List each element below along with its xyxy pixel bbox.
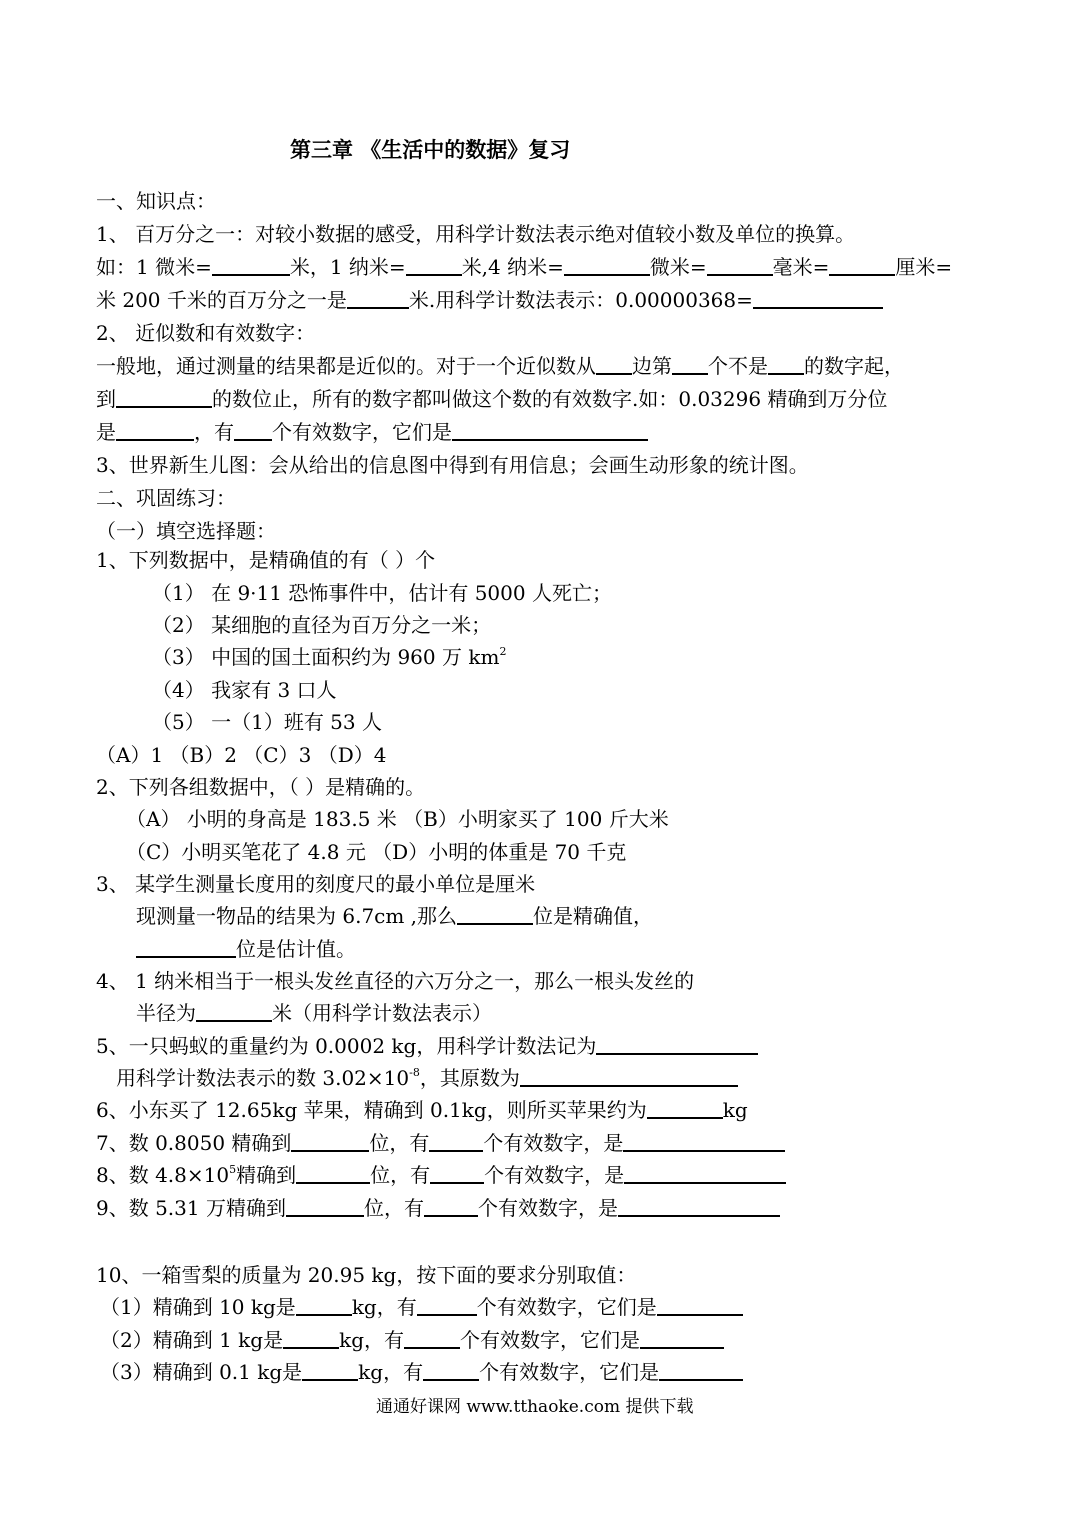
question-1-item: （2） 某细胞的直径为百万分之一米； <box>152 613 492 637</box>
section-heading: 二、巩固练习： <box>96 486 236 510</box>
answer-blank[interactable] <box>291 1130 369 1152</box>
knowledge-example-line-1: 如：1 微米= 米，1 纳米= 米,4 纳米= 微米= 毫米= 厘米= <box>96 255 953 279</box>
answer-blank[interactable] <box>457 903 533 925</box>
question-10-item: （1）精确到 10 kg是 kg，有 个有效数字，它们是 <box>100 1294 743 1320</box>
question-8: 8、数 $4.8\times 10^5$精确到 位，有 个有效数字，是 <box>96 1162 786 1188</box>
answer-blank[interactable] <box>753 287 883 309</box>
knowledge-text-line-3: 是 ，有 个有效数字，它们是 <box>96 419 648 445</box>
question-1: 1、下列数据中，是精确值的有（ ）个 <box>96 548 436 572</box>
answer-blank[interactable] <box>623 1130 785 1152</box>
answer-blank[interactable] <box>196 1000 272 1022</box>
knowledge-text-line-1: 一般地，通过测量的结果都是近似的。对于一个近似数从 边第 个不是 的数字起， <box>96 354 904 378</box>
answer-blank[interactable] <box>829 254 895 276</box>
question-2-options: （C）小明买笔花了 4.8 元 （D）小明的体重是 70 千克 <box>126 840 627 864</box>
answer-blank[interactable] <box>768 353 804 375</box>
answer-blank[interactable] <box>283 1327 339 1349</box>
question-1-item: （1） 在 9·11 恐怖事件中，估计有 5000 人死亡； <box>152 581 612 605</box>
question-4-line-2: 半径为 米（用科学计数法表示） <box>136 1001 492 1025</box>
question-10-item: （2）精确到 1 kg是 kg，有 个有效数字，它们是 <box>100 1327 724 1353</box>
answer-blank[interactable] <box>347 287 409 309</box>
answer-blank[interactable] <box>423 1359 479 1381</box>
answer-blank[interactable] <box>296 1294 352 1316</box>
answer-blank[interactable] <box>618 1195 780 1217</box>
question-10-item: （3）精确到 0.1 kg是 kg，有 个有效数字，它们是 <box>100 1359 743 1385</box>
question-3-line-2: 位是估计值。 <box>136 936 356 962</box>
section-heading: 一、知识点： <box>96 189 216 213</box>
knowledge-example-line-2: 米 200 千米的百万分之一是 米.用科学计数法表示：0.00000368= <box>96 287 883 313</box>
question-7: 7、数 0.8050 精确到 位，有 个有效数字，是 <box>96 1130 785 1156</box>
question-6: 6、小东买了 12.65kg 苹果，精确到 0.1kg，则所买苹果约为 kg <box>96 1098 748 1122</box>
question-3-line-1: 现测量一物品的结果为 6.7cm ,那么 位是精确值， <box>136 904 654 928</box>
answer-blank[interactable] <box>564 254 650 276</box>
footer-credit: 通通好课网 www.tthaoke.com 提供下载 <box>376 1397 694 1417</box>
answer-blank[interactable] <box>286 1195 364 1217</box>
answer-blank[interactable] <box>116 419 194 441</box>
answer-blank[interactable] <box>430 1162 484 1184</box>
answer-blank[interactable] <box>417 1294 477 1316</box>
knowledge-point-3: 3、世界新生儿图：会从给出的信息图中得到有用信息；会画生动形象的统计图。 <box>96 453 809 477</box>
question-1-item: （5） 一（1）班有 53 人 <box>152 710 382 734</box>
answer-blank[interactable] <box>296 1162 370 1184</box>
answer-blank[interactable] <box>452 419 648 441</box>
question-9: 9、数 5.31 万精确到 位，有 个有效数字，是 <box>96 1195 780 1221</box>
question-3: 3、 某学生测量长度用的刻度尺的最小单位是厘米 <box>96 872 536 896</box>
answer-blank[interactable] <box>520 1065 738 1087</box>
answer-blank[interactable] <box>116 386 212 408</box>
page-title: 第三章 《生活中的数据》复习 <box>290 138 571 162</box>
knowledge-text-line-2: 到 的数位止，所有的数字都叫做这个数的有效数字.如：0.03296 精确到万分位 <box>96 387 888 411</box>
knowledge-point-2: 2、 近似数和有效数字： <box>96 321 316 345</box>
answer-blank[interactable] <box>596 1033 758 1055</box>
question-2: 2、下列各组数据中，（ ）是精确的。 <box>96 775 426 799</box>
answer-blank[interactable] <box>707 254 773 276</box>
question-1-item: （4） 我家有 3 口人 <box>152 678 337 702</box>
answer-blank[interactable] <box>404 1327 460 1349</box>
answer-blank[interactable] <box>596 353 632 375</box>
answer-blank[interactable] <box>672 353 708 375</box>
subsection-heading: （一）填空选择题： <box>96 519 276 543</box>
answer-blank[interactable] <box>136 936 236 958</box>
question-5-line-2: 用科学计数法表示的数 $3.02\times 10^{-8}$，其原数为 <box>116 1065 738 1091</box>
question-1-item: （3） 中国的国土面积约为 960 万 $km^2$ <box>152 645 507 669</box>
answer-blank[interactable] <box>234 419 272 441</box>
question-2-options: （A） 小明的身高是 183.5 米 （B）小明家买了 100 斤大米 <box>126 807 669 831</box>
answer-blank[interactable] <box>647 1097 723 1119</box>
answer-blank[interactable] <box>640 1327 724 1349</box>
knowledge-point-1: 1、 百万分之一：对较小数据的感受，用科学计数法表示绝对值较小数及单位的换算。 <box>96 222 856 246</box>
question-1-options: （A）1 （B）2 （C）3 （D）4 <box>96 743 387 767</box>
answer-blank[interactable] <box>424 1195 478 1217</box>
answer-blank[interactable] <box>657 1294 743 1316</box>
answer-blank[interactable] <box>624 1162 786 1184</box>
answer-blank[interactable] <box>406 254 462 276</box>
answer-blank[interactable] <box>212 254 290 276</box>
question-4: 4、 1 纳米相当于一根头发丝直径的六万分之一，那么一根头发丝的 <box>96 969 695 993</box>
answer-blank[interactable] <box>302 1359 358 1381</box>
question-10: 10、一箱雪梨的质量为 20.95 kg，按下面的要求分别取值： <box>96 1263 637 1287</box>
answer-blank[interactable] <box>659 1359 743 1381</box>
question-5: 5、一只蚂蚁的重量约为 0.0002 kg，用科学计数法记为 <box>96 1033 758 1059</box>
answer-blank[interactable] <box>429 1130 483 1152</box>
